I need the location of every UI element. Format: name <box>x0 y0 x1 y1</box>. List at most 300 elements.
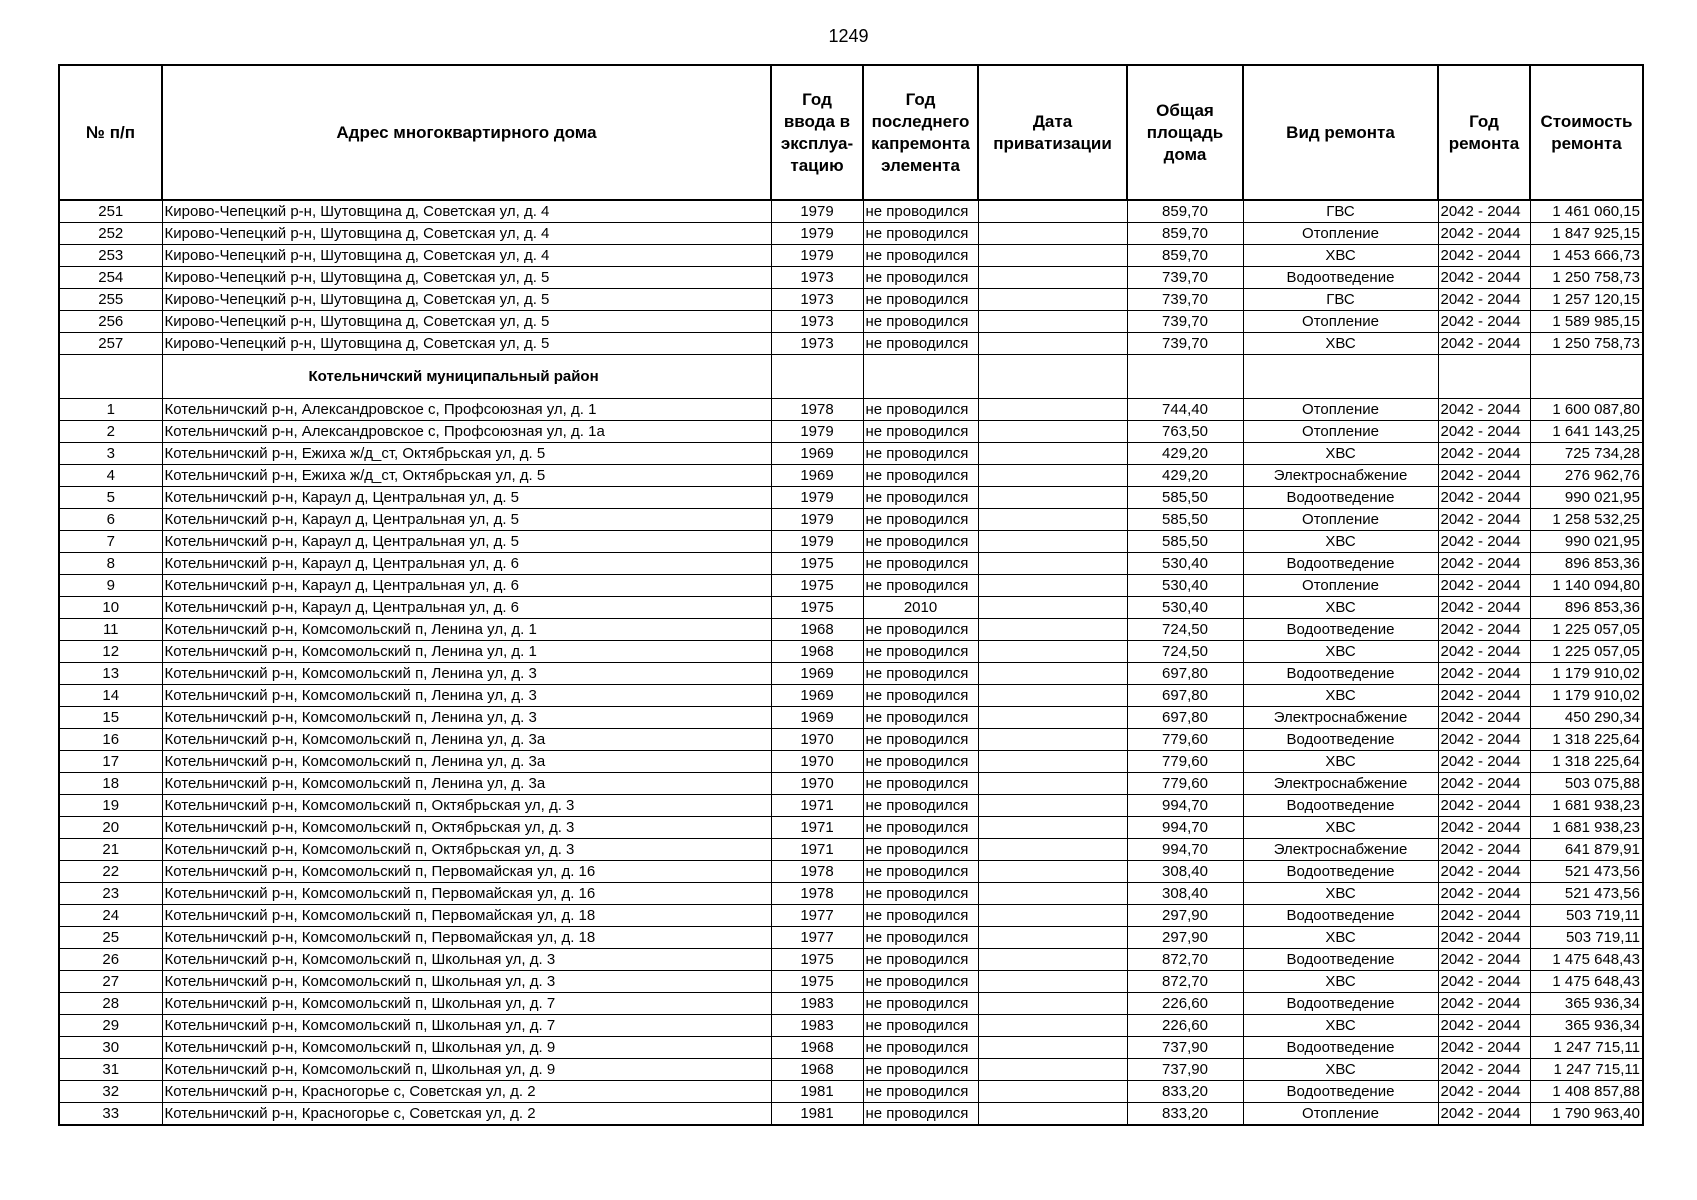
cell-year-built: 1979 <box>771 531 863 553</box>
cell-privatization <box>978 1103 1127 1126</box>
cell-area: 429,20 <box>1127 443 1243 465</box>
cell-num: 17 <box>59 751 162 773</box>
cell-privatization <box>978 641 1127 663</box>
cell-last-repair: не проводился <box>863 1059 978 1081</box>
cell-last-repair: не проводился <box>863 531 978 553</box>
table-row <box>59 223 1643 245</box>
cell-address: Котельничский р-н, Комсомольский п, Первомайская ул, д. 18 <box>162 905 771 927</box>
cell-privatization <box>978 575 1127 597</box>
cell-repair-year: 2042 - 2044 <box>1438 927 1530 949</box>
cell-num: 252 <box>59 223 162 245</box>
cell-repair-type: Отопление <box>1243 311 1438 333</box>
cell-num: 8 <box>59 553 162 575</box>
header-address: Адрес многоквартирного дома <box>162 65 771 200</box>
cell-cost: 1 408 857,88 <box>1530 1081 1643 1103</box>
cell-repair-year: 2042 - 2044 <box>1438 619 1530 641</box>
cell-cost: 365 936,34 <box>1530 1015 1643 1037</box>
cell-repair-year: 2042 - 2044 <box>1438 949 1530 971</box>
cell-num: 16 <box>59 729 162 751</box>
cell-year-built: 1975 <box>771 575 863 597</box>
cell-year-built: 1975 <box>771 597 863 619</box>
cell-repair-year: 2042 - 2044 <box>1438 200 1530 223</box>
cell-area: 297,90 <box>1127 905 1243 927</box>
cell-year-built: 1968 <box>771 619 863 641</box>
table-row <box>59 311 1643 333</box>
cell-area: 308,40 <box>1127 883 1243 905</box>
cell-last-repair: не проводился <box>863 773 978 795</box>
cell-num: 4 <box>59 465 162 487</box>
cell-repair-year: 2042 - 2044 <box>1438 333 1530 355</box>
cell-cost: 1 225 057,05 <box>1530 619 1643 641</box>
table-row <box>59 817 1643 839</box>
cell-cost: 990 021,95 <box>1530 531 1643 553</box>
table-row <box>59 399 1643 421</box>
cell-num: 30 <box>59 1037 162 1059</box>
cell-year-built: 1968 <box>771 641 863 663</box>
cell-privatization <box>978 1015 1127 1037</box>
cell-cost: 1 140 094,80 <box>1530 575 1643 597</box>
cell-num: 32 <box>59 1081 162 1103</box>
cell-area: 724,50 <box>1127 619 1243 641</box>
table-row <box>59 200 1643 223</box>
cell-area: 833,20 <box>1127 1081 1243 1103</box>
cell-area: 297,90 <box>1127 927 1243 949</box>
cell-address: Котельничский р-н, Комсомольский п, Ленина ул, д. 3 <box>162 707 771 729</box>
cell-num: 24 <box>59 905 162 927</box>
cell-num: 27 <box>59 971 162 993</box>
table-row <box>59 421 1643 443</box>
cell-cost: 1 453 666,73 <box>1530 245 1643 267</box>
cell-address: Котельничский р-н, Комсомольский п, Ленина ул, д. 1 <box>162 641 771 663</box>
cell-cost: 503 719,11 <box>1530 927 1643 949</box>
cell-repair-year: 2042 - 2044 <box>1438 597 1530 619</box>
cell-last-repair: не проводился <box>863 289 978 311</box>
cell-cost: 1 250 758,73 <box>1530 333 1643 355</box>
cell-cost: 1 475 648,43 <box>1530 971 1643 993</box>
cell-num: 255 <box>59 289 162 311</box>
section-empty-cell <box>1438 355 1530 399</box>
cell-year-built: 1979 <box>771 509 863 531</box>
cell-repair-type: Водоотведение <box>1243 487 1438 509</box>
cell-privatization <box>978 839 1127 861</box>
cell-repair-year: 2042 - 2044 <box>1438 905 1530 927</box>
cell-cost: 1 641 143,25 <box>1530 421 1643 443</box>
cell-last-repair: не проводился <box>863 993 978 1015</box>
cell-repair-type: Электроснабжение <box>1243 707 1438 729</box>
cell-repair-year: 2042 - 2044 <box>1438 575 1530 597</box>
cell-privatization <box>978 289 1127 311</box>
repair-register-table <box>58 64 1644 1126</box>
cell-last-repair: не проводился <box>863 245 978 267</box>
cell-year-built: 1978 <box>771 861 863 883</box>
cell-area: 739,70 <box>1127 289 1243 311</box>
cell-repair-year: 2042 - 2044 <box>1438 773 1530 795</box>
cell-area: 226,60 <box>1127 993 1243 1015</box>
cell-num: 256 <box>59 311 162 333</box>
cell-repair-year: 2042 - 2044 <box>1438 817 1530 839</box>
cell-repair-year: 2042 - 2044 <box>1438 553 1530 575</box>
cell-area: 585,50 <box>1127 487 1243 509</box>
cell-cost: 1 179 910,02 <box>1530 663 1643 685</box>
header-repair-type: Вид ремонта <box>1243 65 1438 200</box>
cell-repair-type: ХВС <box>1243 641 1438 663</box>
cell-area: 739,70 <box>1127 333 1243 355</box>
cell-year-built: 1983 <box>771 993 863 1015</box>
cell-num: 2 <box>59 421 162 443</box>
rows-kotelnichsky <box>59 399 1643 1126</box>
cell-repair-type: ХВС <box>1243 531 1438 553</box>
cell-address: Котельничский р-н, Комсомольский п, Октябрьская ул, д. 3 <box>162 817 771 839</box>
cell-last-repair: не проводился <box>863 817 978 839</box>
cell-last-repair: не проводился <box>863 443 978 465</box>
table-row <box>59 597 1643 619</box>
cell-year-built: 1973 <box>771 289 863 311</box>
cell-last-repair: не проводился <box>863 839 978 861</box>
cell-repair-year: 2042 - 2044 <box>1438 421 1530 443</box>
cell-num: 25 <box>59 927 162 949</box>
table-row <box>59 905 1643 927</box>
cell-repair-type: ХВС <box>1243 443 1438 465</box>
table-row <box>59 839 1643 861</box>
cell-cost: 725 734,28 <box>1530 443 1643 465</box>
cell-address: Кирово-Чепецкий р-н, Шутовщина д, Советская ул, д. 4 <box>162 200 771 223</box>
cell-repair-type: Водоотведение <box>1243 553 1438 575</box>
cell-year-built: 1970 <box>771 751 863 773</box>
cell-num: 15 <box>59 707 162 729</box>
cell-repair-year: 2042 - 2044 <box>1438 641 1530 663</box>
cell-last-repair: не проводился <box>863 575 978 597</box>
cell-repair-type: Водоотведение <box>1243 267 1438 289</box>
cell-repair-year: 2042 - 2044 <box>1438 663 1530 685</box>
cell-repair-type: ХВС <box>1243 883 1438 905</box>
cell-privatization <box>978 729 1127 751</box>
cell-address: Котельничский р-н, Комсомольский п, Ленина ул, д. 3а <box>162 729 771 751</box>
cell-repair-type: Отопление <box>1243 399 1438 421</box>
cell-address: Кирово-Чепецкий р-н, Шутовщина д, Советская ул, д. 5 <box>162 311 771 333</box>
cell-area: 724,50 <box>1127 641 1243 663</box>
cell-area: 872,70 <box>1127 971 1243 993</box>
cell-address: Котельничский р-н, Александровское с, Профсоюзная ул, д. 1а <box>162 421 771 443</box>
cell-num: 28 <box>59 993 162 1015</box>
cell-privatization <box>978 971 1127 993</box>
cell-repair-year: 2042 - 2044 <box>1438 839 1530 861</box>
cell-repair-type: ХВС <box>1243 817 1438 839</box>
cell-num: 9 <box>59 575 162 597</box>
table-row <box>59 707 1643 729</box>
cell-last-repair: не проводился <box>863 949 978 971</box>
cell-privatization <box>978 663 1127 685</box>
cell-last-repair: не проводился <box>863 487 978 509</box>
table-row <box>59 333 1643 355</box>
cell-area: 872,70 <box>1127 949 1243 971</box>
cell-privatization <box>978 333 1127 355</box>
cell-address: Кирово-Чепецкий р-н, Шутовщина д, Советская ул, д. 4 <box>162 223 771 245</box>
cell-year-built: 1973 <box>771 311 863 333</box>
table-row <box>59 663 1643 685</box>
cell-address: Кирово-Чепецкий р-н, Шутовщина д, Советская ул, д. 4 <box>162 245 771 267</box>
cell-last-repair: не проводился <box>863 200 978 223</box>
cell-repair-year: 2042 - 2044 <box>1438 465 1530 487</box>
cell-repair-type: ХВС <box>1243 597 1438 619</box>
cell-repair-year: 2042 - 2044 <box>1438 685 1530 707</box>
cell-area: 994,70 <box>1127 795 1243 817</box>
cell-cost: 1 681 938,23 <box>1530 817 1643 839</box>
cell-cost: 1 247 715,11 <box>1530 1037 1643 1059</box>
cell-cost: 365 936,34 <box>1530 993 1643 1015</box>
cell-year-built: 1971 <box>771 817 863 839</box>
section-num-cell <box>59 355 162 399</box>
cell-year-built: 1979 <box>771 200 863 223</box>
cell-area: 585,50 <box>1127 531 1243 553</box>
cell-repair-year: 2042 - 2044 <box>1438 1103 1530 1126</box>
cell-address: Котельничский р-н, Комсомольский п, Октябрьская ул, д. 3 <box>162 839 771 861</box>
cell-address: Кирово-Чепецкий р-н, Шутовщина д, Советская ул, д. 5 <box>162 267 771 289</box>
cell-year-built: 1979 <box>771 487 863 509</box>
cell-privatization <box>978 795 1127 817</box>
cell-address: Котельничский р-н, Караул д, Центральная ул, д. 6 <box>162 575 771 597</box>
cell-num: 26 <box>59 949 162 971</box>
section-empty-cell <box>1530 355 1643 399</box>
cell-repair-year: 2042 - 2044 <box>1438 311 1530 333</box>
cell-repair-type: Водоотведение <box>1243 663 1438 685</box>
cell-area: 308,40 <box>1127 861 1243 883</box>
cell-privatization <box>978 443 1127 465</box>
cell-num: 253 <box>59 245 162 267</box>
section-title: Котельничский муниципальный район <box>162 355 771 399</box>
table-row <box>59 1081 1643 1103</box>
cell-num: 22 <box>59 861 162 883</box>
page-number: 1249 <box>828 26 869 46</box>
cell-cost: 1 475 648,43 <box>1530 949 1643 971</box>
cell-num: 257 <box>59 333 162 355</box>
cell-last-repair: не проводился <box>863 641 978 663</box>
cell-year-built: 1978 <box>771 399 863 421</box>
cell-privatization <box>978 817 1127 839</box>
section-empty-cell <box>771 355 863 399</box>
cell-year-built: 1977 <box>771 927 863 949</box>
cell-cost: 503 075,88 <box>1530 773 1643 795</box>
cell-privatization <box>978 487 1127 509</box>
cell-privatization <box>978 773 1127 795</box>
cell-cost: 1 790 963,40 <box>1530 1103 1643 1126</box>
cell-last-repair: не проводился <box>863 795 978 817</box>
cell-year-built: 1978 <box>771 883 863 905</box>
cell-address: Котельничский р-н, Комсомольский п, Ленина ул, д. 1 <box>162 619 771 641</box>
cell-num: 3 <box>59 443 162 465</box>
cell-num: 19 <box>59 795 162 817</box>
cell-year-built: 1969 <box>771 443 863 465</box>
cell-address: Котельничский р-н, Комсомольский п, Ленина ул, д. 3а <box>162 751 771 773</box>
cell-address: Котельничский р-н, Ежиха ж/д_ст, Октябрьская ул, д. 5 <box>162 443 771 465</box>
cell-address: Котельничский р-н, Комсомольский п, Школьная ул, д. 3 <box>162 971 771 993</box>
table-row <box>59 465 1643 487</box>
cell-year-built: 1979 <box>771 223 863 245</box>
cell-cost: 1 179 910,02 <box>1530 685 1643 707</box>
cell-repair-year: 2042 - 2044 <box>1438 707 1530 729</box>
cell-area: 530,40 <box>1127 575 1243 597</box>
cell-repair-type: Электроснабжение <box>1243 839 1438 861</box>
cell-cost: 896 853,36 <box>1530 553 1643 575</box>
cell-privatization <box>978 421 1127 443</box>
cell-repair-type: ХВС <box>1243 751 1438 773</box>
cell-address: Кирово-Чепецкий р-н, Шутовщина д, Советская ул, д. 5 <box>162 289 771 311</box>
cell-area: 859,70 <box>1127 245 1243 267</box>
cell-repair-year: 2042 - 2044 <box>1438 245 1530 267</box>
cell-address: Котельничский р-н, Комсомольский п, Школьная ул, д. 9 <box>162 1037 771 1059</box>
table-row <box>59 1059 1643 1081</box>
cell-last-repair: не проводился <box>863 751 978 773</box>
cell-num: 11 <box>59 619 162 641</box>
cell-repair-year: 2042 - 2044 <box>1438 289 1530 311</box>
table-header <box>59 65 1643 200</box>
table-row <box>59 685 1643 707</box>
cell-year-built: 1970 <box>771 773 863 795</box>
header-last-repair: Год последнего капремонта элемента <box>863 65 978 200</box>
cell-repair-type: Водоотведение <box>1243 619 1438 641</box>
cell-last-repair: не проводился <box>863 333 978 355</box>
cell-repair-year: 2042 - 2044 <box>1438 531 1530 553</box>
cell-area: 585,50 <box>1127 509 1243 531</box>
cell-repair-year: 2042 - 2044 <box>1438 443 1530 465</box>
cell-area: 739,70 <box>1127 311 1243 333</box>
cell-address: Котельничский р-н, Комсомольский п, Школьная ул, д. 9 <box>162 1059 771 1081</box>
cell-privatization <box>978 509 1127 531</box>
section-header <box>59 355 1643 399</box>
cell-area: 763,50 <box>1127 421 1243 443</box>
cell-cost: 1 250 758,73 <box>1530 267 1643 289</box>
cell-year-built: 1975 <box>771 949 863 971</box>
cell-privatization <box>978 1081 1127 1103</box>
cell-last-repair: не проводился <box>863 619 978 641</box>
table-row <box>59 795 1643 817</box>
header-num: № п/п <box>59 65 162 200</box>
cell-area: 779,60 <box>1127 751 1243 773</box>
cell-repair-year: 2042 - 2044 <box>1438 751 1530 773</box>
cell-repair-type: Водоотведение <box>1243 949 1438 971</box>
section-row <box>59 355 1643 399</box>
header-year-built: Год ввода в эксплуа-тацию <box>771 65 863 200</box>
table-row <box>59 729 1643 751</box>
table-row <box>59 993 1643 1015</box>
cell-repair-type: Отопление <box>1243 223 1438 245</box>
cell-area: 429,20 <box>1127 465 1243 487</box>
cell-year-built: 1973 <box>771 267 863 289</box>
cell-cost: 1 589 985,15 <box>1530 311 1643 333</box>
cell-cost: 641 879,91 <box>1530 839 1643 861</box>
cell-last-repair: не проводился <box>863 861 978 883</box>
cell-year-built: 1979 <box>771 245 863 267</box>
table-row <box>59 773 1643 795</box>
table-row <box>59 641 1643 663</box>
cell-repair-type: ХВС <box>1243 1015 1438 1037</box>
cell-num: 23 <box>59 883 162 905</box>
cell-last-repair: не проводился <box>863 509 978 531</box>
cell-repair-type: ХВС <box>1243 971 1438 993</box>
cell-area: 779,60 <box>1127 729 1243 751</box>
cell-last-repair: не проводился <box>863 465 978 487</box>
cell-address: Котельничский р-н, Комсомольский п, Первомайская ул, д. 16 <box>162 883 771 905</box>
cell-last-repair: не проводился <box>863 707 978 729</box>
cell-num: 7 <box>59 531 162 553</box>
cell-last-repair: не проводился <box>863 1081 978 1103</box>
cell-privatization <box>978 597 1127 619</box>
cell-area: 697,80 <box>1127 663 1243 685</box>
cell-last-repair: не проводился <box>863 267 978 289</box>
rows-kirovo-chepetsky <box>59 200 1643 355</box>
cell-repair-year: 2042 - 2044 <box>1438 1059 1530 1081</box>
cell-address: Котельничский р-н, Караул д, Центральная ул, д. 5 <box>162 487 771 509</box>
cell-repair-type: Водоотведение <box>1243 905 1438 927</box>
cell-cost: 503 719,11 <box>1530 905 1643 927</box>
cell-area: 859,70 <box>1127 200 1243 223</box>
cell-privatization <box>978 1059 1127 1081</box>
cell-num: 31 <box>59 1059 162 1081</box>
cell-repair-type: Водоотведение <box>1243 795 1438 817</box>
cell-area: 994,70 <box>1127 839 1243 861</box>
cell-area: 744,40 <box>1127 399 1243 421</box>
cell-repair-year: 2042 - 2044 <box>1438 509 1530 531</box>
cell-address: Котельничский р-н, Комсомольский п, Первомайская ул, д. 16 <box>162 861 771 883</box>
cell-year-built: 1968 <box>771 1037 863 1059</box>
table-row <box>59 751 1643 773</box>
header-privatization: Дата приватизации <box>978 65 1127 200</box>
cell-year-built: 1971 <box>771 839 863 861</box>
cell-num: 254 <box>59 267 162 289</box>
cell-address: Котельничский р-н, Комсомольский п, Первомайская ул, д. 18 <box>162 927 771 949</box>
cell-last-repair: не проводился <box>863 1037 978 1059</box>
cell-repair-type: ГВС <box>1243 200 1438 223</box>
cell-num: 13 <box>59 663 162 685</box>
cell-repair-type: Водоотведение <box>1243 729 1438 751</box>
cell-area: 530,40 <box>1127 553 1243 575</box>
cell-privatization <box>978 223 1127 245</box>
cell-address: Котельничский р-н, Караул д, Центральная ул, д. 5 <box>162 531 771 553</box>
cell-last-repair: не проводился <box>863 311 978 333</box>
cell-address: Котельничский р-н, Комсомольский п, Ленина ул, д. 3а <box>162 773 771 795</box>
cell-year-built: 1969 <box>771 663 863 685</box>
cell-last-repair: не проводился <box>863 663 978 685</box>
cell-address: Котельничский р-н, Красногорье с, Советская ул, д. 2 <box>162 1103 771 1126</box>
cell-year-built: 1968 <box>771 1059 863 1081</box>
cell-repair-type: Отопление <box>1243 509 1438 531</box>
cell-last-repair: не проводился <box>863 883 978 905</box>
table-row <box>59 927 1643 949</box>
table-row <box>59 267 1643 289</box>
cell-year-built: 1973 <box>771 333 863 355</box>
cell-repair-type: Водоотведение <box>1243 1081 1438 1103</box>
cell-address: Котельничский р-н, Комсомольский п, Ленина ул, д. 3 <box>162 685 771 707</box>
cell-area: 697,80 <box>1127 685 1243 707</box>
cell-privatization <box>978 465 1127 487</box>
cell-cost: 896 853,36 <box>1530 597 1643 619</box>
cell-last-repair: не проводился <box>863 905 978 927</box>
cell-num: 6 <box>59 509 162 531</box>
cell-last-repair: не проводился <box>863 729 978 751</box>
cell-num: 29 <box>59 1015 162 1037</box>
cell-repair-type: ХВС <box>1243 927 1438 949</box>
cell-area: 833,20 <box>1127 1103 1243 1126</box>
cell-year-built: 1969 <box>771 465 863 487</box>
cell-repair-year: 2042 - 2044 <box>1438 729 1530 751</box>
cell-cost: 1 247 715,11 <box>1530 1059 1643 1081</box>
cell-address: Котельничский р-н, Александровское с, Профсоюзная ул, д. 1 <box>162 399 771 421</box>
cell-num: 33 <box>59 1103 162 1126</box>
cell-repair-year: 2042 - 2044 <box>1438 795 1530 817</box>
cell-privatization <box>978 883 1127 905</box>
cell-repair-year: 2042 - 2044 <box>1438 267 1530 289</box>
cell-last-repair: не проводился <box>863 223 978 245</box>
cell-year-built: 1969 <box>771 685 863 707</box>
